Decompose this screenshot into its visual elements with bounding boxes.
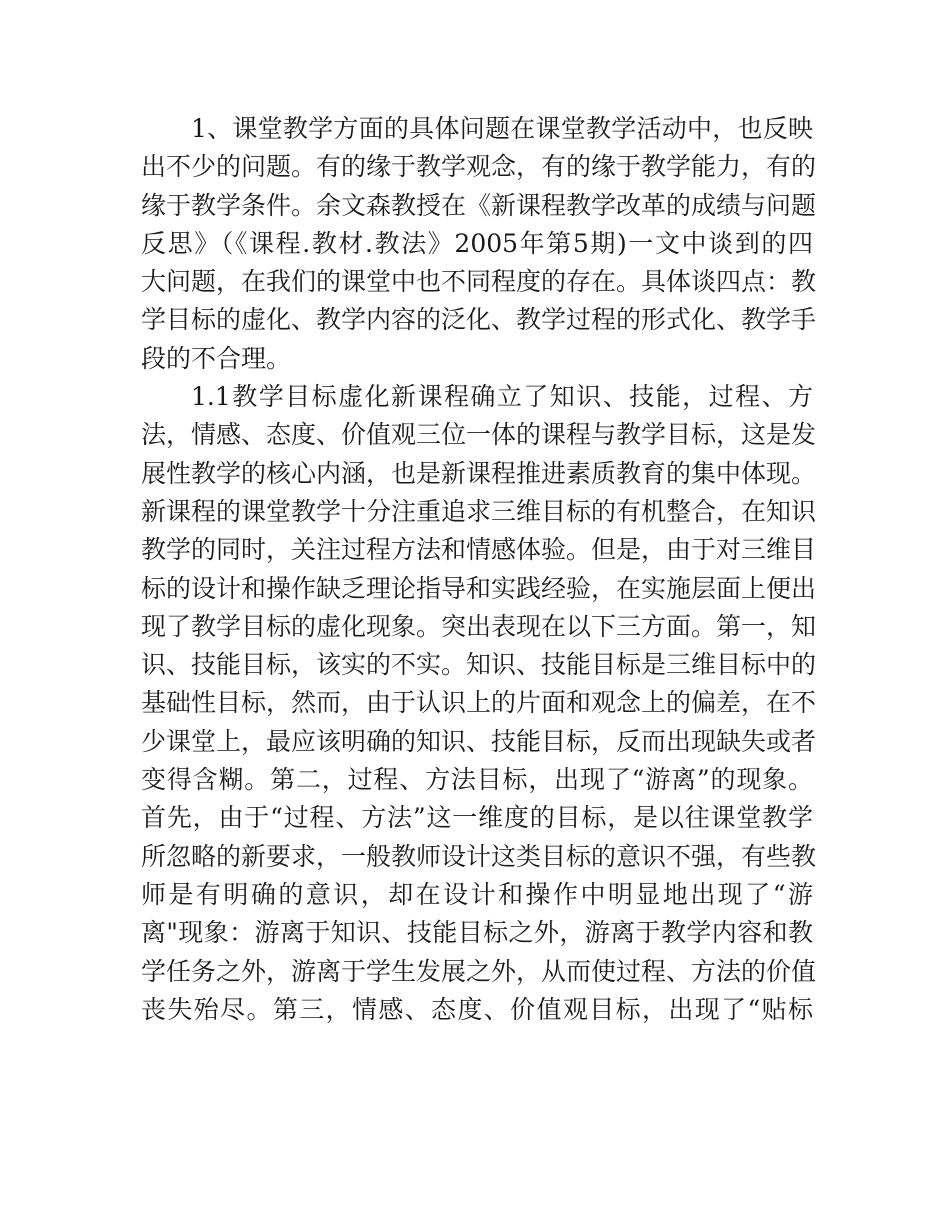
paragraph-line: 缘于教学条件。余文森教授在《新课程教学改革的成绩与问题 xyxy=(141,190,817,220)
paragraph-line: 识、技能目标，该实的不实。知识、技能目标是三维目标中的 xyxy=(141,650,817,680)
paragraph-line: 现了教学目标的虚化现象。突出表现在以下三方面。第一，知 xyxy=(141,611,817,641)
paragraph-line: 教学的同时，关注过程方法和情感体验。但是，由于对三维目 xyxy=(141,535,817,565)
paragraph-line: 变得含糊。第二，过程、方法目标，出现了“游离”的现象。 xyxy=(141,765,813,795)
paragraph-1 xyxy=(141,110,817,378)
paragraph-line: 展性教学的核心内涵，也是新课程推进素质教育的集中体现。 xyxy=(141,458,817,488)
paragraph-line: 少课堂上，最应该明确的知识、技能目标，反而出现缺失或者 xyxy=(141,726,817,756)
paragraph-line: 1、课堂教学方面的具体问题在课堂教学活动中，也反映 xyxy=(191,114,813,143)
paragraph-line: 法，情感、态度、价值观三位一体的课程与教学目标，这是发 xyxy=(141,420,817,450)
paragraph-line: 学目标的虚化、教学内容的泛化、教学过程的形式化、教学手 xyxy=(141,305,817,335)
paragraph-line: 所忽略的新要求，一般教师设计这类目标的意识不强，有些教 xyxy=(141,841,817,871)
paragraph-line: 大问题，在我们的课堂中也不同程度的存在。具体谈四点：教 xyxy=(141,267,817,297)
paragraph-line: 师是有明确的意识，却在设计和操作中明显地出现了“游 xyxy=(141,879,813,909)
paragraph-line: 段的不合理。 xyxy=(141,343,292,373)
paragraph-line: 出不少的问题。有的缘于教学观念，有的缘于教学能力，有的 xyxy=(141,152,817,182)
paragraph-line: 首先，由于“过程、方法”这一维度的目标，是以往课堂教学 xyxy=(141,803,813,833)
paragraph-line: 1.1教学目标虚化新课程确立了知识、技能，过程、方 xyxy=(191,382,813,412)
paragraph-line: 反思》（《课程.教材.教法》2005年第5期)一文中谈到的四 xyxy=(141,228,813,258)
paragraph-line: 基础性目标，然而，由于认识上的片面和观念上的偏差，在不 xyxy=(141,688,817,718)
paragraph-line: 离"现象：游离于知识、技能目标之外，游离于教学内容和教 xyxy=(141,918,813,948)
paragraph-line: 新课程的课堂教学十分注重追求三维目标的有机整合，在知识 xyxy=(141,496,817,526)
paragraph-2 xyxy=(141,378,817,1029)
paragraph-line: 学任务之外，游离于学生发展之外，从而使过程、方法的价值 xyxy=(141,956,817,986)
paragraph-line: 丧失殆尽。第三，情感、态度、价值观目标，出现了“贴标 xyxy=(141,994,813,1024)
paragraph-line: 标的设计和操作缺乏理论指导和实践经验，在实施层面上便出 xyxy=(141,573,817,603)
document-body xyxy=(141,110,817,1029)
